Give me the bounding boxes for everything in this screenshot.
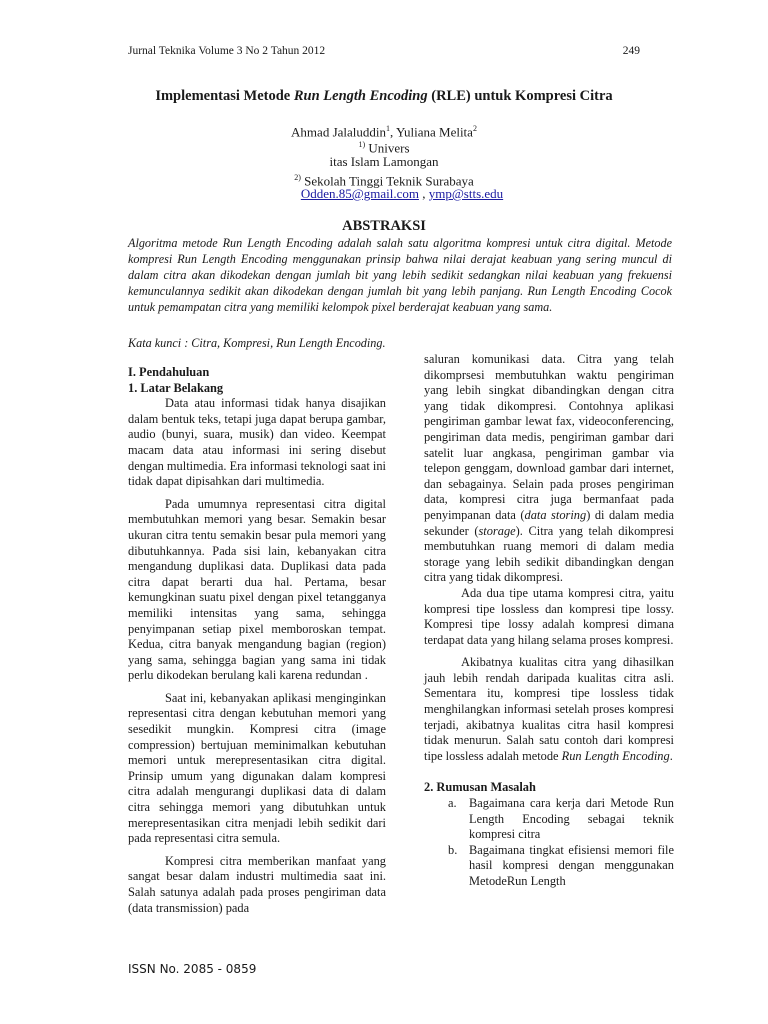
left-column <box>128 365 386 916</box>
italic-term: data storing <box>524 507 587 522</box>
author-name-2: Yuliana Melita <box>396 124 473 140</box>
paragraph-text: Akibatnya kualitas citra yang dihasilkan jauh lebih rendah daripada kualitas citra asli. Sementara itu, kompresi tipe lossless tidak menghilangkan informasi setelah proses kompresi terjadi, akibatnya kualitas citra hasil kompresi tidak menurun. Salah satu contoh dari kompresi tipe lossless adalah metode <box>424 655 674 763</box>
author-name-1: Ahmad Jalaluddin <box>291 124 387 140</box>
italic-term: Run Length Encoding <box>561 748 670 763</box>
paragraph <box>424 655 674 764</box>
affiliation-1-text-a: Univers <box>368 140 410 156</box>
paragraph-text: . <box>669 748 673 763</box>
italic-term: storage <box>478 523 516 538</box>
author-separator: , <box>390 124 397 140</box>
paragraph: Ada dua tipe utama kompresi citra, yaitu kompresi tipe lossless dan kompresi tipe lossy. Kompresi tipe lossy adalah kompresi dimana terdapat data yang hilang selama proses kompresi. <box>424 585 674 647</box>
affiliation-1-sup: 1) <box>358 140 366 149</box>
section-heading-rumusan-masalah: 2. Rumusan Masalah <box>424 780 536 795</box>
affiliation-2-sup: 2) <box>294 173 301 182</box>
affiliation-1-line-2: itas Islam Lamongan <box>329 154 439 169</box>
title-part2: (RLE) untuk Kompresi Citra <box>427 88 613 104</box>
email-link-1[interactable]: Odden.85@gmail.com <box>300 186 419 201</box>
author-sup-1: 1 <box>386 124 391 133</box>
abstract-heading: ABSTRAKSI <box>342 218 426 234</box>
list-item <box>424 796 674 843</box>
paragraph-text: ). Citra yang telah dikompresi membutuhkan ruang memori di dalam media storage yang lebih sedikit dibandingkan dengan citra yang tidak dikompresi. <box>424 523 675 585</box>
paper-title <box>0 88 768 105</box>
list-item-text: Bagaimana tingkat efisiensi memori file hasil kompresi dengan menggunakan MetodeRun Length <box>469 842 674 888</box>
title-italic: Run Length Encoding <box>293 88 428 104</box>
email-link-2[interactable]: ymp@stts.edu <box>428 186 504 201</box>
list-item-label: a. <box>448 796 457 811</box>
list-item-label: b. <box>448 842 458 857</box>
affiliation-2-text: Sekolah Tinggi Teknik Surabaya <box>304 173 474 189</box>
paragraph: Data atau informasi tidak hanya disajikan dalam bentuk teks, tetapi juga dapat berupa gambar, audio (bunyi, suara, musik) dan video. Keempat macam data atau informasi ini sering disebut dengan multimedia. Era informasi teknologi saat ini tidak dapat dipisahkan dari multimedia. <box>128 396 386 489</box>
paragraph: Kompresi citra memberikan manfaat yang sangat besar dalam industri multimedia saat ini. Salah satunya adalah pada proses pengiriman data (data transmission) pada <box>128 853 386 915</box>
paragraph-text: ) di dalam media sekunder ( <box>424 507 675 538</box>
footer-issn: ISSN No. 2085 - 0859 <box>128 962 257 976</box>
author-sup-2: 2 <box>472 124 477 133</box>
paragraph-text: saluran komunikasi data. Citra yang telah dikomprsesi membutuhkan waktu pengiriman yang lebih singkat dibandingkan dengan citra yang tidak dikompresi. Contohnya aplikasi pengiriman gambar lewat fax, videoconferencing, pengiriman data medis, pengiriman gambar dari satelit luar angkasa, pengiriman gambar via telepon genggam, download gambar dari internet, dan sebagainya. Selain pada proses pengiriman data, kompresi citra juga bermanfaat pada penyimpanan data ( <box>424 352 674 522</box>
running-header-journal: Jurnal Teknika Volume 3 No 2 Tahun 2012 <box>128 45 326 57</box>
list-item <box>424 843 674 890</box>
section-heading-pendahuluan: I. Pendahuluan <box>128 365 210 379</box>
abstract-text: Algoritma metode Run Length Encoding adalah salah satu algoritma kompresi untuk citra digital. Metode kompresi Run Length Encoding menggunakan prinsip bahwa nilai derajat keabuan yang sering muncul di dalam citra akan dikodekan dengan jumlah bit yang lebih sedikit sedangkan nilai keabuan yang frekuensi kemunculannya sedikit akan dikodekan dengan jumlah bit yang lebih panjang. Run Length Encoding Cocok untuk pemampatan citra yang memiliki kelompok pixel berderajat keabuan yang sama. <box>128 236 672 314</box>
keywords: Kata kunci : Citra, Kompresi, Run Length Encoding. <box>128 336 386 350</box>
subsection-heading-latar-belakang: 1. Latar Belakang <box>128 380 224 395</box>
list-item-text: Bagaimana cara kerja dari Metode Run Length Encoding sebagai teknik kompresi citra <box>469 796 674 842</box>
email-separator: , <box>418 186 429 201</box>
paragraph: Pada umumnya representasi citra digital membutuhkan memori yang besar. Semakin besar ukuran citra tentu semakin besar pula memori yang dibutuhkannya. Pada sisi lain, kebanyakan citra mengandung duplikasi data. Duplikasi data pada citra dapat berarti dua hal. Pertama, besar kemungkinan suatu pixel dengan pixel tetangganya memiliki intensitas yang sama, sehingga penyimpanan setiap pixel memboroskan tempat. Kedua, citra banyak mengandung bagian (region) yang sama, sehingga bagian yang sama ini tidak perlu dikodekan berulang kali karena redundan . <box>128 496 386 683</box>
paragraph: Saat ini, kebanyakan aplikasi menginginkan representasi citra dengan kebutuhan memori yang sesedikit mungkin. Kompresi citra (image compression) bertujuan meminimalkan kebutuhan memori untuk merepresentasikan citra digital. Prinsip umum yang digunakan dalam kompresi citra adalah mengurangi duplikasi data di dalam citra sehingga memori yang dibutuhkan untuk merepresentasikan citra menjadi lebih sedikit dari pada representasi citra semula. <box>128 690 386 846</box>
title-part1: Implementasi Metode <box>155 88 294 104</box>
running-header-page-number: 249 <box>622 45 640 57</box>
paragraph <box>424 352 674 586</box>
right-column <box>424 352 674 890</box>
email-line <box>0 186 768 202</box>
